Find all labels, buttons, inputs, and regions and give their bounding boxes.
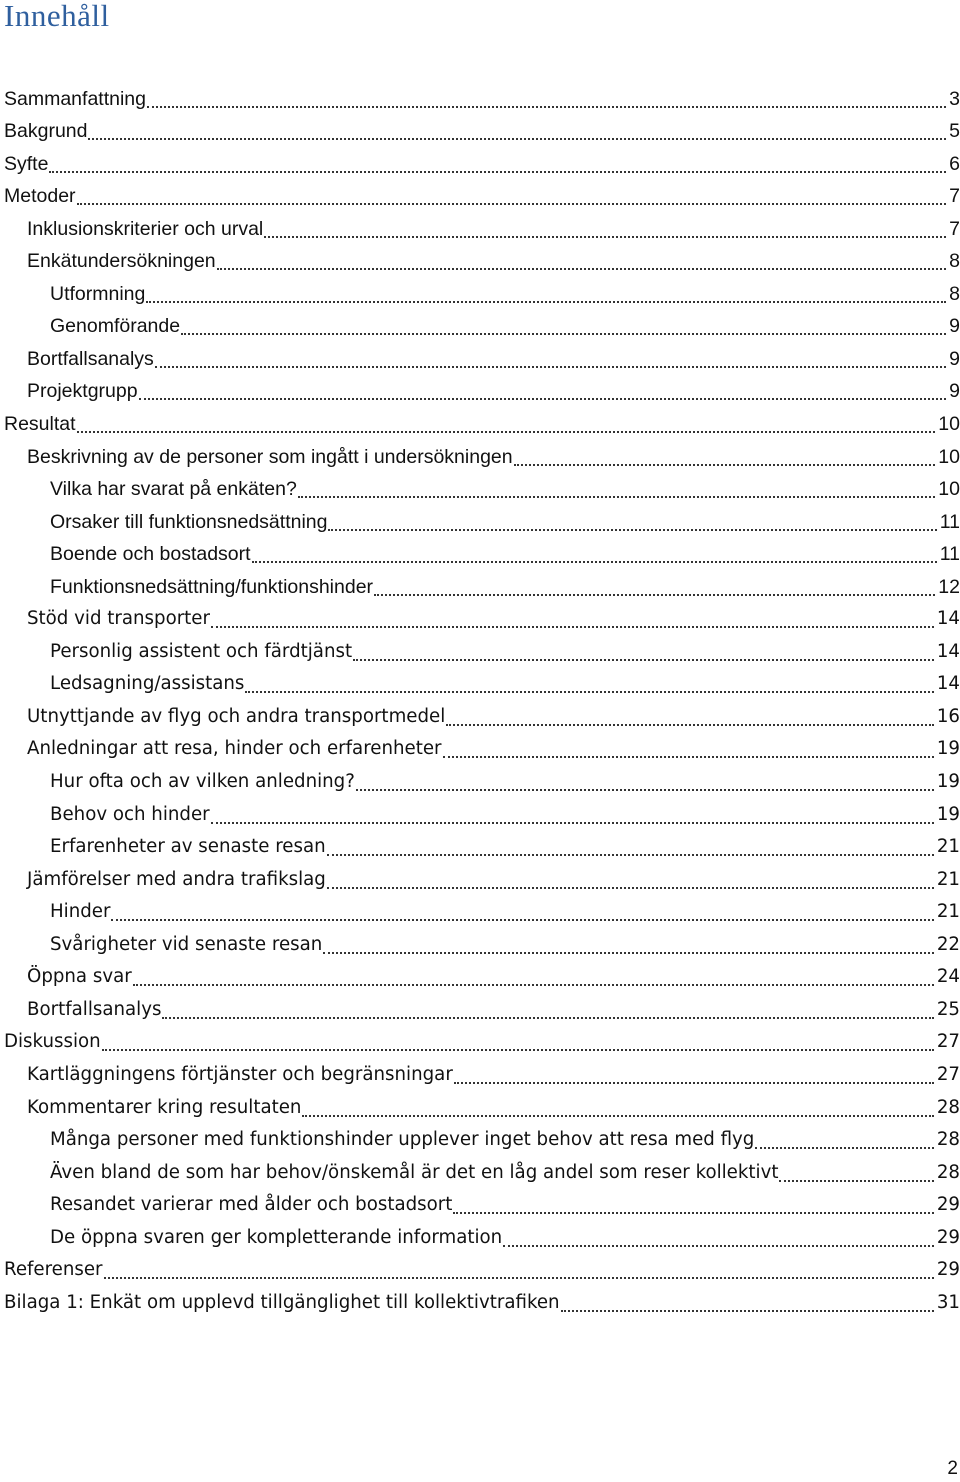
toc-entry-title: Personlig assistent och färdtjänst [50, 640, 353, 662]
toc-entry[interactable] [4, 470, 960, 503]
toc-entry-title: Sammanfattning [4, 87, 146, 110]
toc-entry-page-number: 11 [939, 510, 960, 533]
toc-entry-page-number: 9 [949, 380, 960, 403]
toc-entry-title: Genomförande [50, 315, 181, 338]
toc-entry-title: Svårigheter vid senaste resan [50, 933, 323, 955]
dot-leader [155, 348, 946, 368]
toc-entry[interactable] [4, 437, 960, 470]
toc-entry-page-number: 28 [936, 1129, 960, 1151]
toc-entry-page-number: 8 [949, 282, 960, 305]
toc-entry[interactable] [4, 860, 960, 893]
toc-entry-title: Bilaga 1: Enkät om upplevd tillgänglighet till kollektivtrafiken [4, 1291, 560, 1313]
toc-entry-page-number: 10 [938, 445, 960, 468]
toc-entry-title: Utnyttjande av flyg och andra transportmedel [27, 705, 446, 727]
toc-entry-page-number: 8 [949, 250, 960, 273]
dot-leader [77, 185, 947, 205]
dot-leader [446, 706, 934, 726]
toc-entry-title: Kartläggningens förtjänster och begränsningar [27, 1063, 453, 1085]
toc-entry-title: Hur ofta och av vilken anledning? [50, 771, 355, 793]
toc-entry[interactable] [4, 1121, 960, 1154]
toc-entry[interactable] [4, 242, 960, 275]
toc-entry-page-number: 6 [949, 152, 960, 175]
toc-entry-page-number: 27 [936, 1063, 960, 1085]
dot-leader [755, 1129, 933, 1149]
dot-leader [514, 446, 936, 466]
toc-entry[interactable] [4, 177, 960, 210]
toc-entry-title: Vilka har svarat på enkäten? [50, 478, 297, 501]
toc-entry-page-number: 10 [938, 413, 960, 436]
toc-entry-page-number: 14 [936, 608, 960, 630]
toc-entry[interactable] [4, 1153, 960, 1186]
toc-entry-page-number: 21 [936, 868, 960, 890]
dot-leader [503, 1227, 934, 1247]
dot-leader [252, 543, 937, 563]
dot-leader [77, 413, 936, 433]
toc-entry[interactable] [4, 795, 960, 828]
toc-entry[interactable] [4, 307, 960, 340]
toc-entry-page-number: 5 [949, 120, 960, 143]
toc-entry[interactable] [4, 1055, 960, 1088]
toc-entry-page-number: 29 [936, 1194, 960, 1216]
toc-entry-title: Enkätundersökningen [27, 250, 216, 273]
toc-entry-title: Ledsagning/assistans [50, 673, 245, 695]
toc-entry-title: Resultat [4, 413, 76, 436]
toc-entry-title: Syfte [4, 152, 49, 175]
toc-entry-page-number: 22 [936, 933, 960, 955]
toc-entry-title: Boende och bostadsort [50, 543, 251, 566]
dot-leader [147, 88, 946, 108]
toc-entry[interactable] [4, 144, 960, 177]
toc-entry-page-number: 9 [949, 347, 960, 370]
toc-entry-title: Kommentarer kring resultaten [27, 1096, 302, 1118]
dot-leader [88, 120, 946, 140]
toc-entry-page-number: 11 [939, 543, 960, 566]
dot-leader [181, 315, 946, 335]
toc-entry[interactable] [4, 1023, 960, 1056]
toc-entry-title: Inklusionskriterier och urval [27, 217, 264, 240]
toc-entry[interactable] [4, 828, 960, 861]
toc-entry[interactable] [4, 990, 960, 1023]
toc-entry[interactable] [4, 1283, 960, 1316]
toc-entry-page-number: 31 [936, 1291, 960, 1313]
toc-entry[interactable] [4, 762, 960, 795]
toc-entry[interactable] [4, 665, 960, 698]
toc-entry-title: Diskussion [4, 1031, 101, 1053]
page-number: 2 [947, 1458, 958, 1479]
toc-entry-title: Bakgrund [4, 120, 88, 143]
dot-leader [211, 804, 934, 824]
toc-entry[interactable] [4, 502, 960, 535]
dot-leader [302, 1097, 933, 1117]
toc-entry-page-number: 19 [936, 738, 960, 760]
toc-entry-page-number: 16 [936, 705, 960, 727]
toc-entry-title: Öppna svar [27, 966, 132, 988]
toc-entry-title: Bortfallsanalys [27, 347, 154, 370]
toc-entry[interactable] [4, 600, 960, 633]
toc-entry-page-number: 3 [949, 87, 960, 110]
toc-entry[interactable] [4, 958, 960, 991]
dot-leader [353, 641, 934, 661]
toc-entry-title: De öppna svaren ger kompletterande information [50, 1226, 503, 1248]
toc-entry[interactable] [4, 632, 960, 665]
toc-entry-title: Beskrivning av de personer som ingått i undersökningen [27, 445, 513, 468]
toc-entry-page-number: 14 [936, 673, 960, 695]
dot-leader [162, 999, 933, 1019]
toc-entry[interactable] [4, 209, 960, 242]
toc-entry-title: Även bland de som har behov/önskemål är det en låg andel som reser kollektivt [50, 1161, 779, 1183]
toc-entry[interactable] [4, 1186, 960, 1219]
toc-entry-title: Metoder [4, 185, 76, 208]
toc-entry[interactable] [4, 535, 960, 568]
toc-entry-title: Erfarenheter av senaste resan [50, 836, 326, 858]
toc-entry-title: Orsaker till funktionsnedsättning [50, 510, 328, 533]
toc-entry[interactable] [4, 893, 960, 926]
toc-entry-page-number: 24 [936, 966, 960, 988]
toc-entry-title: Jämförelser med andra trafikslag [27, 868, 326, 890]
dot-leader [779, 1162, 933, 1182]
dot-leader [133, 966, 934, 986]
dot-leader [356, 771, 934, 791]
dot-leader [443, 738, 934, 758]
dot-leader [453, 1194, 933, 1214]
toc-entry-page-number: 10 [938, 478, 960, 501]
toc-entry-page-number: 12 [938, 575, 960, 598]
dot-leader [102, 1031, 934, 1051]
dot-leader [561, 1292, 934, 1312]
toc-entry-title: Referenser [4, 1259, 103, 1281]
dot-leader [139, 380, 947, 400]
dot-leader [49, 153, 946, 173]
toc-heading: Innehåll [4, 0, 110, 33]
toc-entry[interactable] [4, 112, 960, 145]
toc-entry[interactable] [4, 730, 960, 763]
toc-entry[interactable] [4, 925, 960, 958]
toc-entry-page-number: 27 [936, 1031, 960, 1053]
toc-entry[interactable] [4, 404, 960, 437]
dot-leader [111, 901, 933, 921]
toc-entry-page-number: 7 [949, 185, 960, 208]
toc-entry-page-number: 28 [936, 1161, 960, 1183]
dot-leader [323, 934, 934, 954]
toc-entry-page-number: 21 [936, 901, 960, 923]
toc-entry-page-number: 9 [949, 315, 960, 338]
dot-leader [104, 1259, 934, 1279]
toc-entry[interactable] [4, 1088, 960, 1121]
toc-entry-title: Behov och hinder [50, 803, 210, 825]
toc-entry-title: Utformning [50, 282, 146, 305]
dot-leader [146, 283, 946, 303]
toc-entry-page-number: 29 [936, 1226, 960, 1248]
toc-entry[interactable] [4, 1251, 960, 1284]
dot-leader [264, 218, 946, 238]
toc-entry[interactable] [4, 567, 960, 600]
dot-leader [211, 608, 934, 628]
toc-entry-page-number: 21 [936, 836, 960, 858]
toc-entry-title: Många personer med funktionshinder upplever inget behov att resa med flyg [50, 1129, 755, 1151]
toc-entry-title: Anledningar att resa, hinder och erfarenheter [27, 738, 442, 760]
toc-entry-title: Resandet varierar med ålder och bostadsort [50, 1194, 453, 1216]
dot-leader [298, 478, 936, 498]
table-of-contents [4, 79, 960, 1316]
dot-leader [217, 250, 947, 270]
toc-entry[interactable] [4, 372, 960, 405]
toc-entry-page-number: 7 [949, 217, 960, 240]
toc-entry-page-number: 14 [936, 640, 960, 662]
dot-leader [374, 576, 935, 596]
toc-entry-page-number: 29 [936, 1259, 960, 1281]
toc-entry-title: Bortfallsanalys [27, 998, 162, 1020]
toc-entry[interactable] [4, 1218, 960, 1251]
toc-entry-title: Stöd vid transporter [27, 608, 210, 630]
toc-entry-title: Funktionsnedsättning/funktionshinder [50, 575, 374, 598]
toc-entry[interactable] [4, 697, 960, 730]
dot-leader [328, 511, 936, 531]
dot-leader [327, 869, 934, 889]
dot-leader [327, 836, 934, 856]
toc-entry-page-number: 19 [936, 803, 960, 825]
toc-entry-page-number: 19 [936, 771, 960, 793]
toc-entry-title: Projektgrupp [27, 380, 138, 403]
toc-entry-page-number: 28 [936, 1096, 960, 1118]
toc-entry[interactable] [4, 339, 960, 372]
toc-entry-title: Hinder [50, 901, 111, 923]
dot-leader [245, 673, 933, 693]
toc-entry-page-number: 25 [936, 998, 960, 1020]
toc-entry[interactable] [4, 274, 960, 307]
dot-leader [454, 1064, 934, 1084]
toc-entry[interactable] [4, 79, 960, 112]
